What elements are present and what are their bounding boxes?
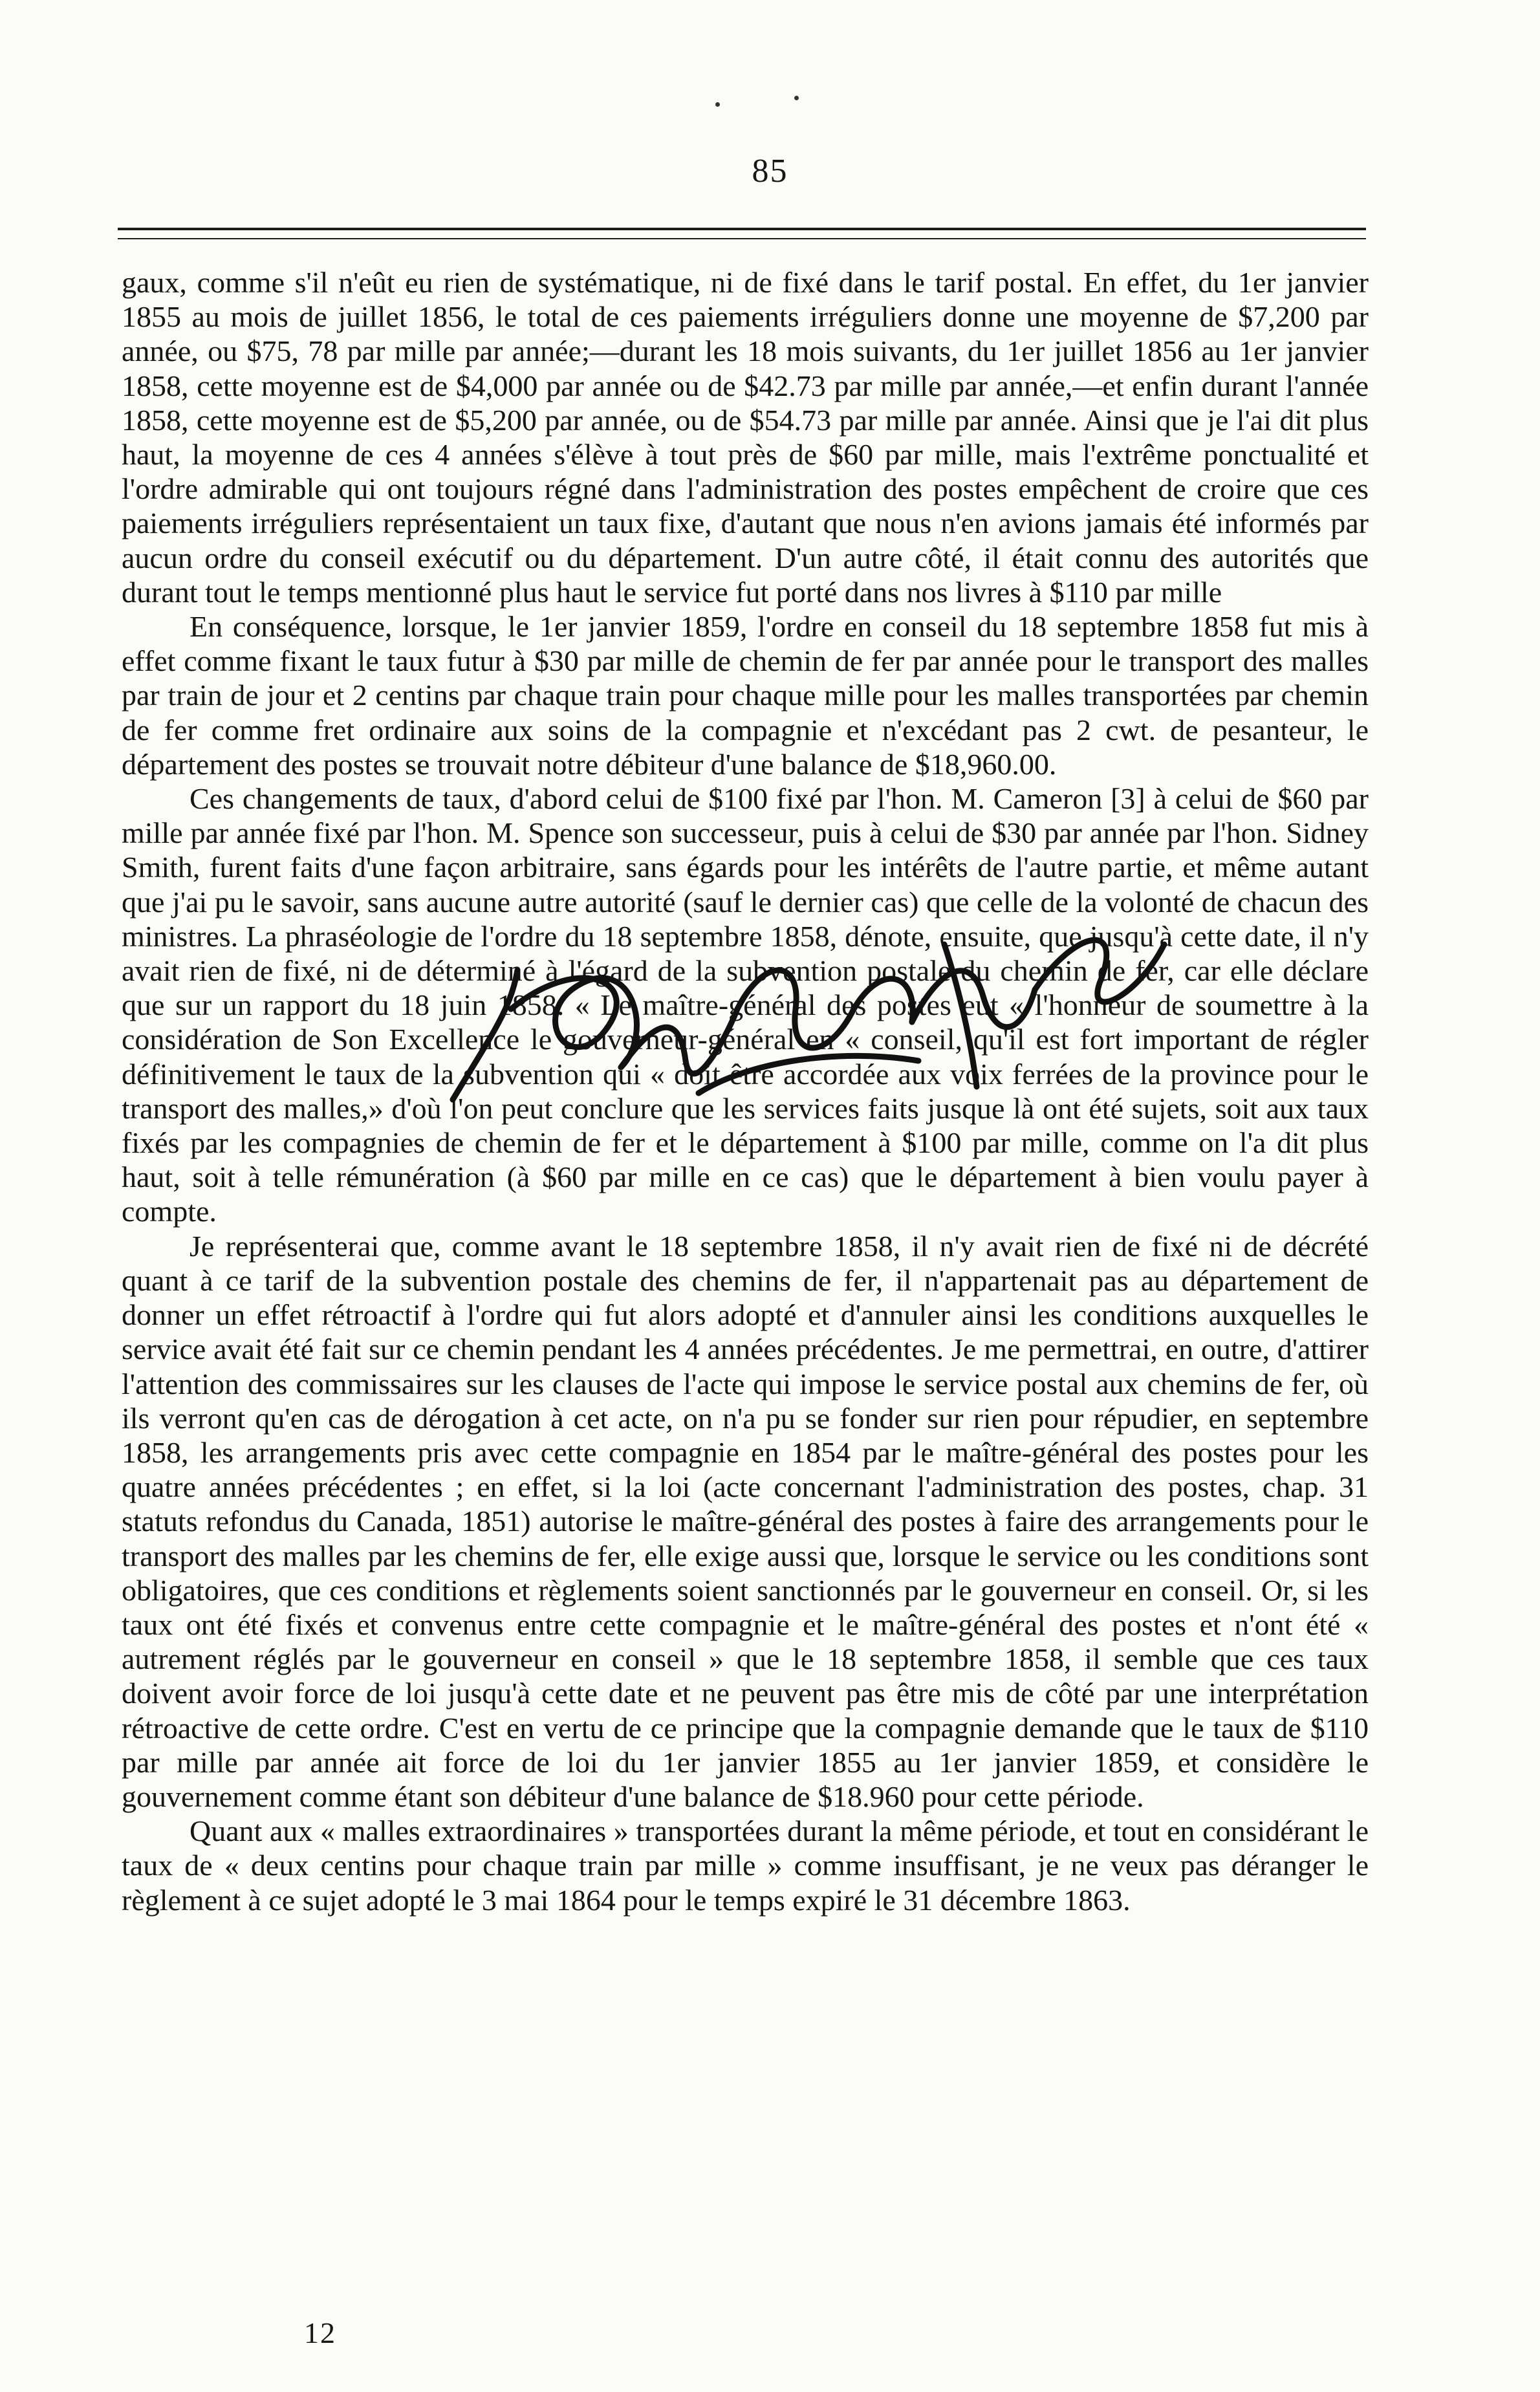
header-rule-thick (118, 228, 1366, 230)
header-rule-thin (118, 238, 1366, 239)
paragraph-3: Ces changements de taux, d'abord celui de $100 fixé par l'hon. M. Cameron [3] à celui de $60 par mille par année fixé par l'hon. M. Spence son successeur, puis à celui de $30 par année par l'hon. Sidney Smith, furent faits d'une façon arbitraire, sans égards pour les intérêts de l'autre partie, et même autant que j'ai pu le savoir, sans aucune autre autorité (sauf le dernier cas) que celle de la volonté de chacun des ministres. La phraséologie de l'ordre du 18 septembre 1858, dénote, ensuite, que jusqu'à cette date, il n'y avait rien de fixé, ni de déterminé à l'égard de la subvention postale du chemin de fer, car elle déclare que sur un rapport du 18 juin 1858. « Le maître-général des postes eut « l'honneur de soumettre à la considération de Son Excellence le gouverneur-général en « conseil, qu'il est fort important de régler définitivement le taux de la subvention qui « doit être accordée aux voix ferrées de la province pour le transport des malles,» d'où l'on peut conclure que les services faits jusque là ont été sujets, soit aux taux fixés par les compagnies de chemin de fer et le département à $100 par mille, comme on l'a dit plus haut, soit à telle rémunération (à $60 par mille en ce cas) que le département à bien voulu payer à compte. (122, 782, 1369, 1228)
paragraph-5: Quant aux « malles extraordinaires » transportées durant la même période, et tout en considérant le taux de « deux centins pour chaque train par mille » comme insuffisant, je ne veux pas déranger le règlement à ce sujet adopté le 3 mai 1864 pour le temps expiré le 31 décembre 1863. (122, 1814, 1369, 1917)
signature-mark-number: 12 (304, 2316, 336, 2349)
body-text (122, 265, 1369, 1917)
page-number: 85 (752, 153, 788, 190)
paragraph-2: En conséquence, lorsque, le 1er janvier 1859, l'ordre en conseil du 18 septembre 1858 fut mis à effet comme fixant le taux futur à $30 par mille de chemin de fer par année pour le transport des malles par train de jour et 2 centins par chaque train pour chaque mille pour les malles transportées par chemin de fer comme fret ordinaire aux soins de la compagnie et n'excédant pas 2 cwt. de pesanteur, le département des postes se trouvait notre débiteur d'une balance de $18,960.00. (122, 610, 1369, 781)
speck (794, 96, 799, 100)
paragraph-4: Je représenterai que, comme avant le 18 septembre 1858, il n'y avait rien de fixé ni de décrété quant à ce tarif de la subvention postale des chemins de fer, il n'appartenait pas au département de donner un effet rétroactif à l'ordre qui fut alors adopté et d'annuler ainsi les conditions auxquelles le service avait été fait sur ce chemin pendant les 4 années précédentes. Je me permettrai, en outre, d'attirer l'attention des commissaires sur les clauses de l'acte qui impose le service postal aux chemins de fer, où ils verront qu'en cas de dérogation à cet acte, on n'a pu se fonder sur rien pour répudier, en septembre 1858, les arrangements pris avec cette compagnie en 1854 par le maître-général des postes pour les quatre années précédentes ; en effet, si la loi (acte concernant l'administration des postes, chap. 31 statuts refondus du Canada, 1851) autorise le maître-général des postes à faire des arrangements pour le transport des malles par les chemins de fer, elle exige aussi que, lorsque le service ou les conditions sont obligatoires, que ces conditions et règlements soient sanctionnés par le gouverneur en conseil. Or, si les taux ont été fixés et convenus entre cette compagnie et le maître-général des postes et n'ont été « autrement réglés par le gouverneur en conseil » que le 18 septembre 1858, il semble que ces taux doivent avoir force de loi jusqu'à cette date et ne peuvent pas être mis de côté par une interprétation rétroactive de cette ordre. C'est en vertu de ce principe que la compagnie demande que le taux de $110 par mille par année ait force de loi du 1er janvier 1855 au 1er janvier 1859, et considère le gouvernement comme étant son débiteur d'une balance de $18.960 pour cette période. (122, 1229, 1369, 1813)
paragraph-1: gaux, comme s'il n'eût eu rien de systématique, ni de fixé dans le tarif postal. En effet, du 1er janvier 1855 au mois de juillet 1856, le total de ces paiements irréguliers donne une moyenne de $7,200 par année, ou $75, 78 par mille par année;—durant les 18 mois suivants, du 1er juillet 1856 au 1er janvier 1858, cette moyenne est de $4,000 par année ou de $42.73 par mille par année,—et enfin durant l'année 1858, cette moyenne est de $5,200 par année, ou de $54.73 par mille par année. Ainsi que je l'ai dit plus haut, la moyenne de ces 4 années s'élève à tout près de $60 par mille, mais l'extrême ponctualité et l'ordre admirable qui ont toujours régné dans l'administration des postes empêchent de croire que ces paiements irréguliers représentaient un taux fixe, d'autant que nous n'en avions jamais été informés par aucun ordre du conseil exécutif ou du département. D'un autre côté, il était connu des autorités que durant tout le temps mentionné plus haut le service fut porté dans nos livres à $110 par mille (122, 266, 1369, 609)
speck (715, 102, 720, 107)
